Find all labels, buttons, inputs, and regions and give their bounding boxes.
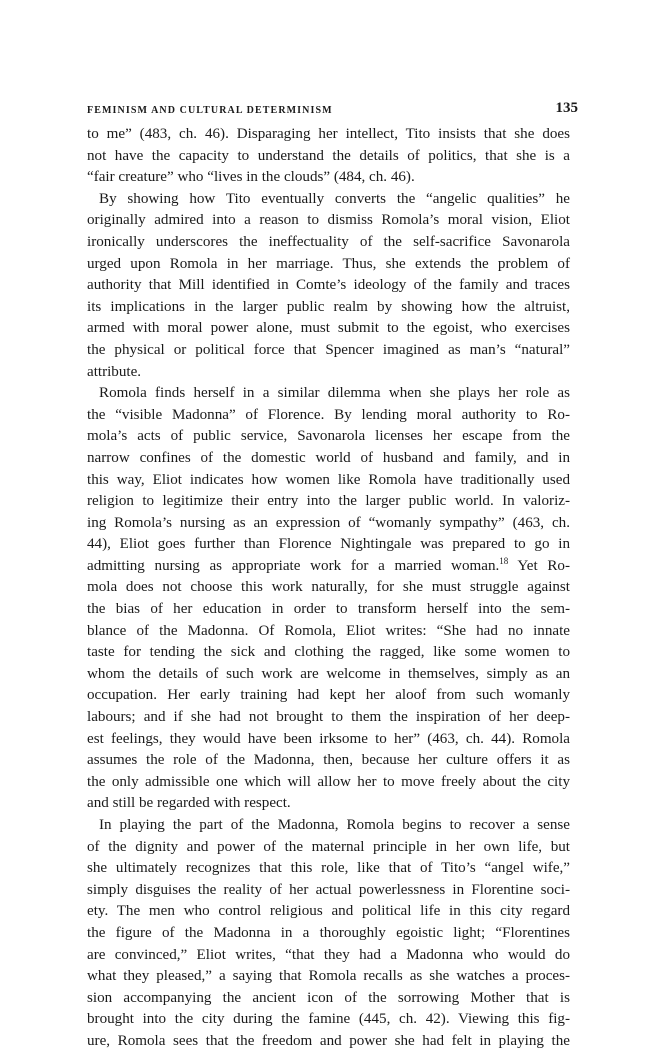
text-line [87, 167, 570, 189]
text-line-content: not have the capacity to understand the details of politics, that she is a [87, 147, 570, 164]
text-line-content: originally admired into a reason to dismiss Romola’s moral vision, Eliot [87, 212, 570, 229]
text-line-content: this way, Eliot indicates how women like Romola have traditionally used [87, 471, 570, 488]
text-line [87, 362, 570, 384]
text-line-content: ing Romola’s nursing as an expression of “womanly sympathy” (463, ch. [87, 514, 570, 531]
text-line-content: admitting nursing as appropriate work for a married woman. [87, 557, 500, 574]
text-line [87, 254, 570, 276]
text-line [87, 642, 570, 664]
text-line [87, 707, 570, 729]
book-page [87, 98, 578, 1053]
text-line [87, 383, 570, 405]
page-number: 135 [555, 100, 578, 116]
text-line [87, 577, 570, 599]
text-line-content: brought into the city during the famine (445, ch. 42). Viewing this fig- [87, 1011, 570, 1028]
text-line [87, 513, 570, 535]
text-line-content: est feelings, they would have been irksome to her” (463, ch. 44). Romola [87, 730, 570, 747]
text-line [87, 837, 570, 859]
text-line-content: By showing how Tito eventually converts the “angelic qualities” he [99, 190, 570, 207]
text-line-content: Romola finds herself in a similar dilemma when she plays her role as [99, 385, 570, 402]
body-text [87, 124, 570, 1053]
text-line-content: sion accompanying the ancient icon of the sorrowing Mother that is [87, 989, 570, 1006]
text-line [87, 534, 570, 556]
text-line-content: mola does not choose this work naturally, for she must struggle against [87, 579, 570, 596]
text-line [87, 901, 570, 923]
text-line [87, 1009, 570, 1031]
text-line [87, 923, 570, 945]
text-line [87, 966, 570, 988]
text-line-content: authority that Mill identified in Comte’s ideology of the family and traces [87, 277, 570, 294]
text-line-content: ure, Romola sees that the freedom and power she had felt in playing the [87, 1032, 570, 1049]
text-line [87, 599, 570, 621]
text-line-content: assumes the role of the Madonna, then, because her culture offers it as [87, 752, 570, 769]
text-line [87, 880, 570, 902]
text-line-content: blance of the Madonna. Of Romola, Eliot writes: “She had no innate [87, 622, 570, 639]
text-line [87, 318, 570, 340]
text-line-content: the physical or political force that Spencer imagined as man’s “natural” [87, 341, 570, 358]
text-line-content: urged upon Romola in her marriage. Thus, she extends the problem of [87, 255, 570, 272]
text-line [87, 232, 570, 254]
text-line [87, 470, 570, 492]
text-line-content: taste for tending the sick and clothing the ragged, like some women to [87, 644, 570, 661]
text-line-content: mola’s acts of public service, Savonarola licenses her escape from the [87, 428, 570, 445]
text-line-continuation: Yet Ro- [508, 557, 570, 574]
text-line-content: In playing the part of the Madonna, Romola begins to recover a sense [99, 817, 570, 833]
text-line-content: of the dignity and power of the maternal principle in her own life, but [87, 838, 570, 855]
text-line-content: to me” (483, ch. 46). Disparaging her intellect, Tito insists that she does [87, 126, 570, 142]
text-line-content: the bias of her education in order to transform herself into the sem- [87, 601, 570, 618]
running-header [87, 98, 578, 120]
text-line [87, 146, 570, 168]
footnote-marker: 18 [499, 555, 509, 566]
text-line [87, 858, 570, 880]
text-line [87, 448, 570, 470]
text-line [87, 945, 570, 967]
text-line [87, 750, 570, 772]
text-line-content: the only admissible one which will allow her to move freely about the city [87, 773, 570, 790]
text-line-content: she ultimately recognizes that this role, like that of Tito’s “angel wife,” [87, 860, 570, 877]
text-line [87, 275, 570, 297]
text-line-content: whom the details of such work are welcome in themselves, simply as an [87, 665, 570, 682]
text-line-content: its implications in the larger public realm by showing how the altruist, [87, 298, 570, 315]
text-line-content: ironically underscores the ineffectuality of the self-sacrifice Savonarola [87, 233, 570, 250]
text-line [87, 426, 570, 448]
text-line [87, 729, 570, 751]
text-line [87, 664, 570, 686]
text-line [87, 491, 570, 513]
text-line-content: occupation. Her early training had kept her aloof from such womanly [87, 687, 570, 704]
running-header-title: FEMINISM AND CULTURAL DETERMINISM [87, 105, 333, 116]
text-line [87, 621, 570, 643]
text-line [87, 988, 570, 1010]
text-line [87, 210, 570, 232]
text-line-content: what they pleased,” a saying that Romola recalls as she watches a proces- [87, 968, 570, 985]
text-line [87, 340, 570, 362]
text-line [87, 772, 570, 794]
text-line [87, 685, 570, 707]
text-line-content: attribute. [87, 363, 142, 380]
text-line [87, 405, 570, 427]
text-line-content: the “visible Madonna” of Florence. By lending moral authority to Ro- [87, 406, 570, 423]
text-line-content: narrow confines of the domestic world of husband and family, and in [87, 449, 570, 466]
text-line-content: labours; and if she had not brought to them the inspiration of her deep- [87, 709, 570, 726]
text-line-content: the figure of the Madonna in a thoroughly egoistic light; “Florentines [87, 924, 570, 941]
text-line-content: ety. The men who control religious and political life in this city regard [87, 903, 570, 920]
text-line [87, 815, 570, 837]
text-line [87, 297, 570, 319]
text-line [87, 556, 570, 578]
text-line-content: are convinced,” Eliot writes, “that they had a Madonna who would do [87, 946, 570, 963]
text-line [87, 124, 570, 146]
text-line-content: and still be regarded with respect. [87, 795, 291, 812]
text-line-content: armed with moral power alone, must submit to the egoist, who exercises [87, 320, 570, 337]
text-line [87, 793, 570, 815]
text-line-content: religion to legitimize their entry into the larger public world. In valoriz- [87, 493, 570, 510]
text-line [87, 1031, 570, 1053]
text-line-content: “fair creature” who “lives in the clouds” (484, ch. 46). [87, 169, 415, 186]
text-line-content: 44), Eliot goes further than Florence Nightingale was prepared to go in [87, 536, 570, 553]
text-line-content: simply disguises the reality of her actual powerlessness in Florentine soci- [87, 881, 570, 898]
text-line [87, 189, 570, 211]
